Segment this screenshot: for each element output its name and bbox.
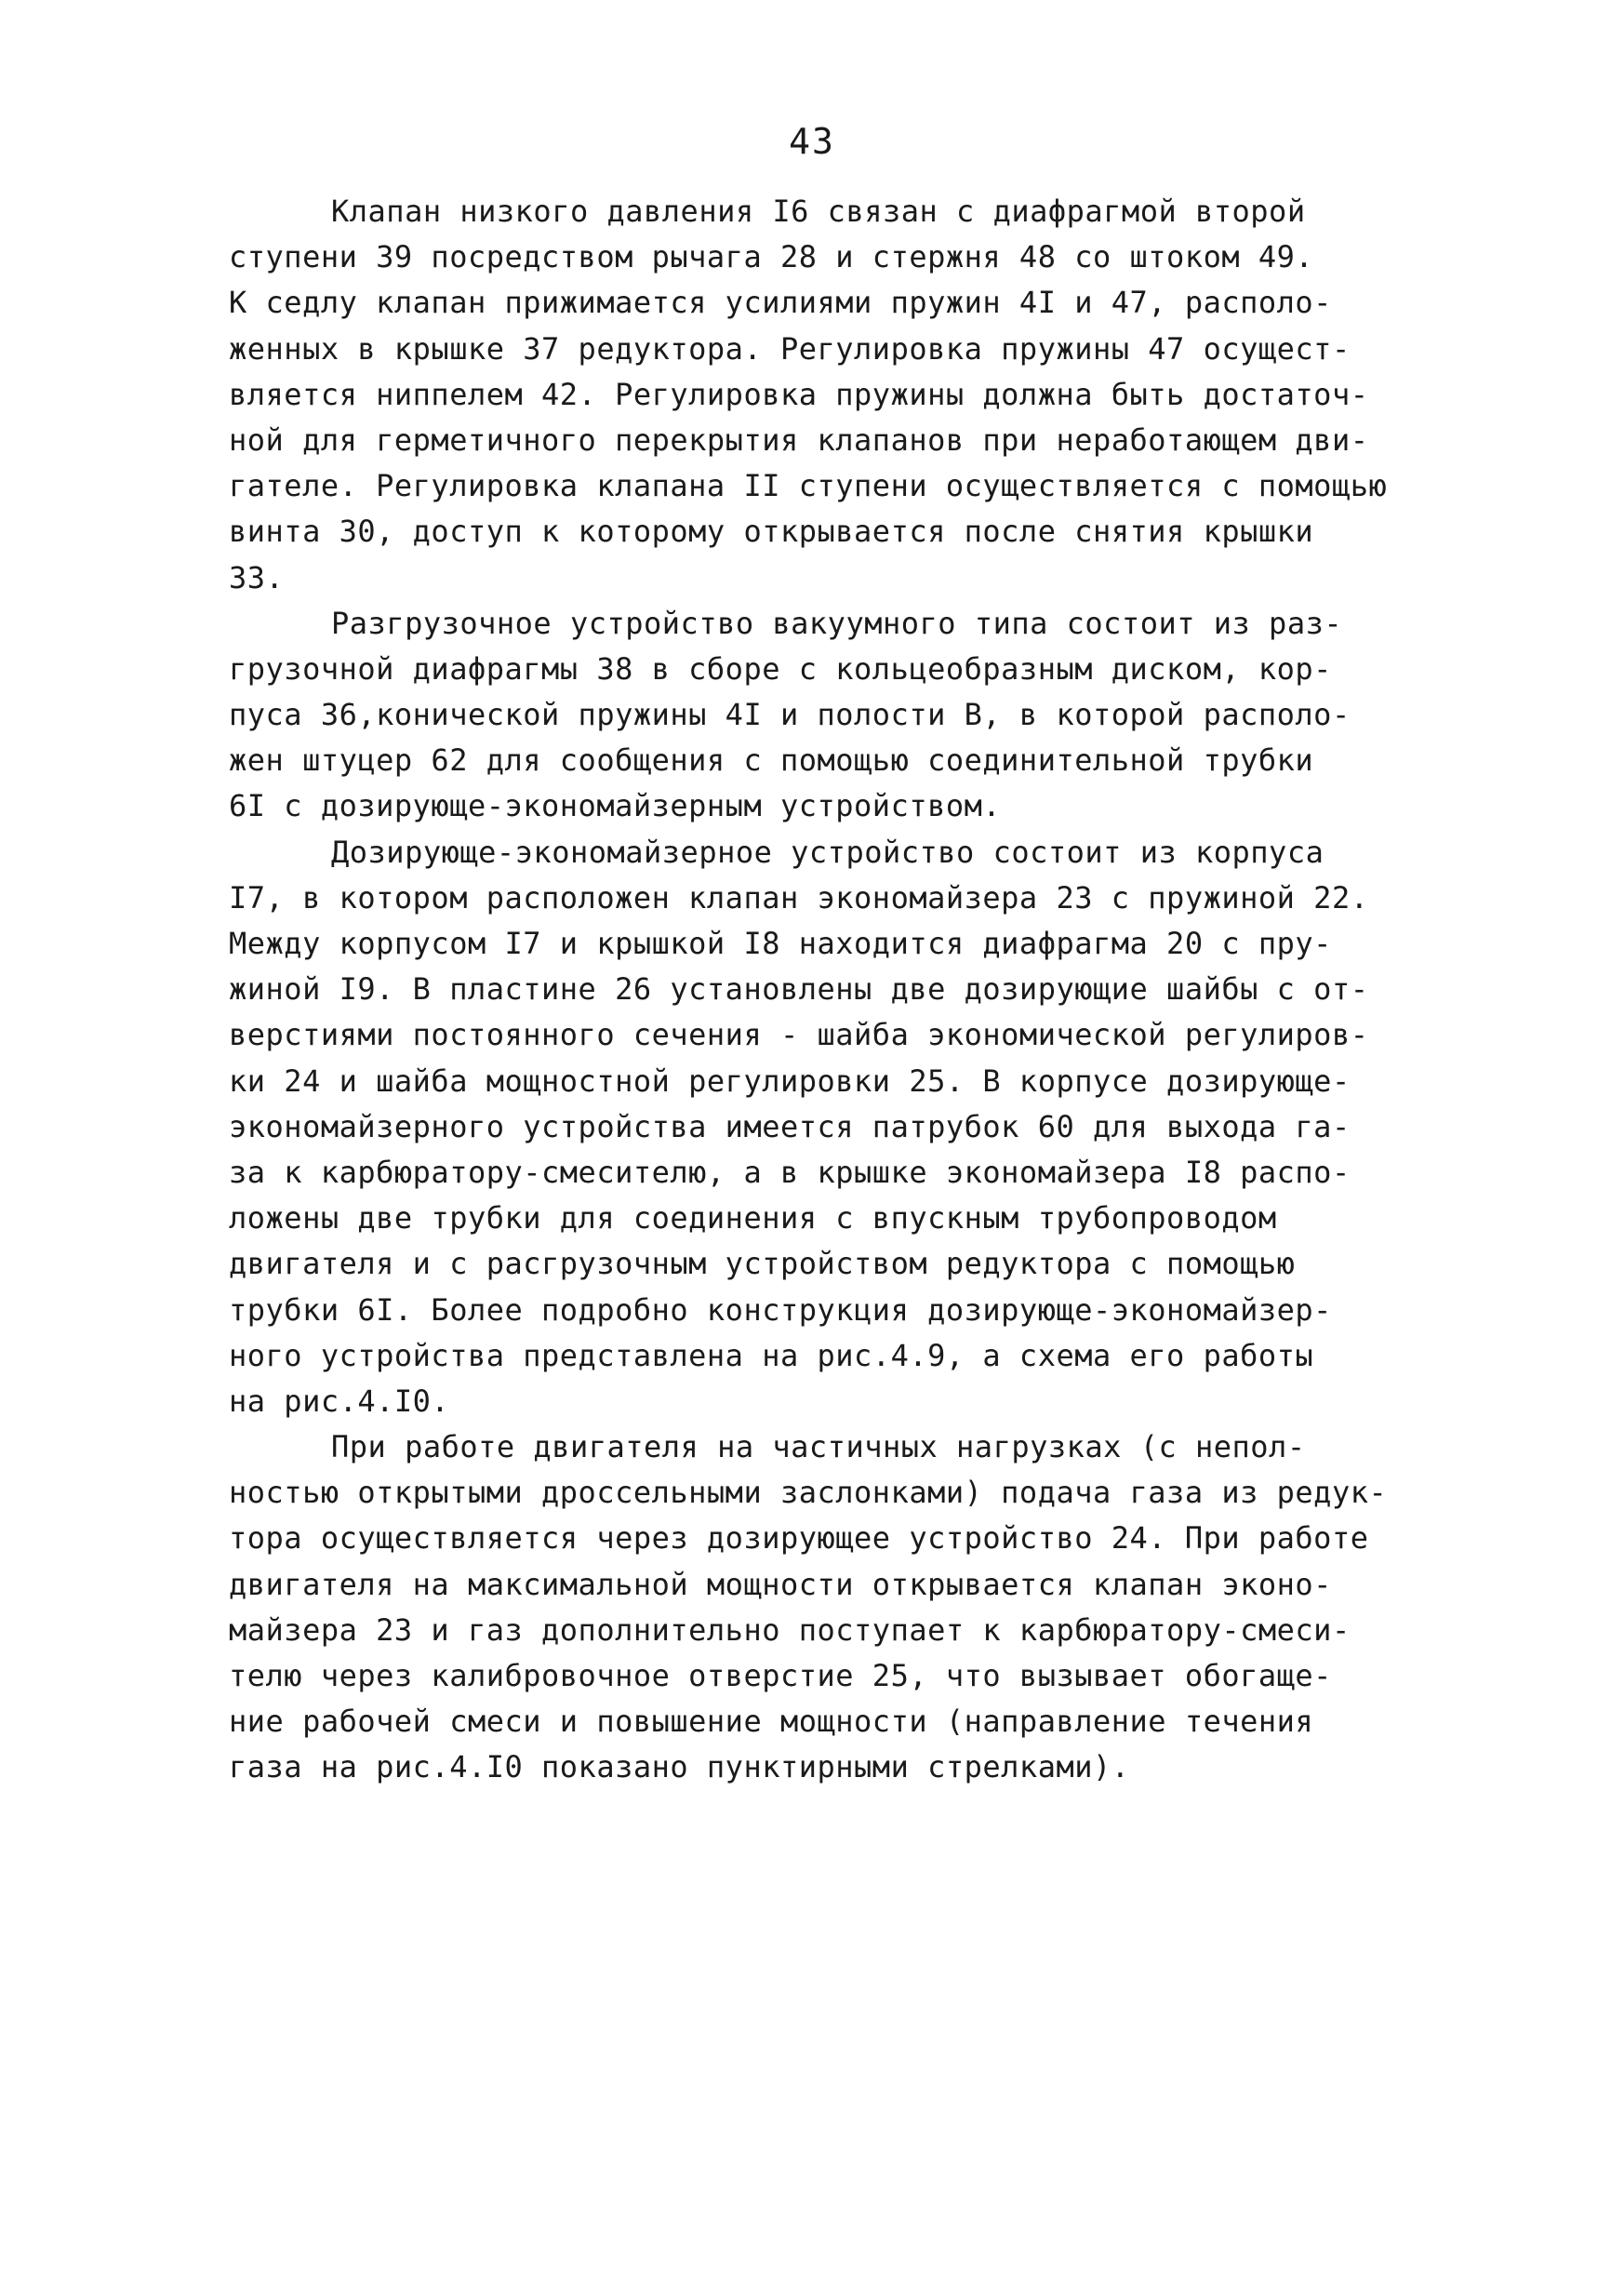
text-line: I7, в котором расположен клапан экономайзера 23 с пружиной 22.	[229, 879, 1369, 915]
text-line: Клапан низкого давления I6 связан с диафрагмой второй	[331, 194, 1306, 229]
text-line: ние рабочей смеси и повышение мощности (направление течения	[229, 1704, 1314, 1740]
text-line: Между корпусом I7 и крышкой I8 находится диафрагма 20 с пру-	[229, 926, 1332, 961]
text-line: двигателя на максимальной мощности открывается клапан эконо-	[229, 1566, 1332, 1602]
text-line: При работе двигателя на частичных нагрузках (с непол-	[331, 1429, 1306, 1465]
text-line: ложены две трубки для соединения с впускным трубопроводом	[229, 1200, 1277, 1236]
paragraph-4	[229, 1424, 1447, 1791]
text-line: жиной I9. В пластине 26 установлены две дозирующие шайбы с от-	[229, 971, 1369, 1008]
text-line: Дозирующе-экономайзерное устройство состоит из корпуса	[331, 834, 1324, 870]
text-line: газа на рис.4.I0 показано пунктирными стрелками).	[229, 1749, 1130, 1785]
text-line: вляется ниппелем 42. Регулировка пружины должна быть достаточ-	[229, 376, 1369, 412]
text-line: тора осуществляется через дозирующее устройство 24. При работе	[229, 1520, 1369, 1557]
text-line: телю через калибровочное отверстие 25, что вызывает обогаще-	[229, 1658, 1332, 1693]
text-line: К седлу клапан прижимается усилиями пружин 4I и 47, располо-	[229, 285, 1332, 321]
paragraph-1	[229, 189, 1447, 601]
body-text	[229, 189, 1447, 1791]
text-line: пуса 36,конической пружины 4I и полости В, в которой располо-	[229, 697, 1351, 733]
text-line: грузочной диафрагмы 38 в сборе с кольцеобразным диском, кор-	[229, 650, 1332, 687]
text-line: ностью открытыми дроссельными заслонками) подача газа из редук-	[229, 1475, 1388, 1511]
text-line: Разгрузочное устройство вакуумного типа состоит из раз-	[331, 605, 1343, 641]
text-line: ной для герметичного перекрытия клапанов при неработающем дви-	[229, 421, 1369, 458]
text-line: 6I с дозирующе-экономайзерным устройством.	[229, 788, 1002, 824]
text-line: майзера 23 и газ дополнительно поступает к карбюратору-смеси-	[229, 1611, 1351, 1648]
text-line: трубки 6I. Более подробно конструкция дозирующе-экономайзер-	[229, 1291, 1332, 1328]
text-line: женных в крышке 37 редуктора. Регулировка пружины 47 осущест-	[229, 330, 1351, 367]
text-line: ступени 39 посредством рычага 28 и стержня 48 со штоком 49.	[229, 239, 1314, 275]
text-line: винта 30, доступ к которому открывается после снятия крышки	[229, 514, 1314, 550]
text-line: за к карбюратору-смесителю, а в крышке экономайзера I8 распо-	[229, 1154, 1351, 1190]
page-number: 43	[789, 121, 835, 162]
paragraph-3	[229, 830, 1447, 1424]
text-line: 33.	[229, 559, 285, 595]
text-line: экономайзерного устройства имеется патрубок 60 для выхода га-	[229, 1108, 1351, 1144]
text-line: верстиями постоянного сечения - шайба экономической регулиров-	[229, 1017, 1369, 1053]
text-line: жен штуцер 62 для сообщения с помощью соединительной трубки	[229, 742, 1314, 779]
text-line: двигателя и с расгрузочным устройством редуктора с помощью	[229, 1246, 1296, 1282]
text-line: гателе. Регулировка клапана II ступени осуществляется с помощью	[229, 468, 1388, 504]
text-line: на рис.4.I0.	[229, 1383, 450, 1419]
text-line: ки 24 и шайба мощностной регулировки 25. В корпусе дозирующе-	[229, 1062, 1351, 1099]
text-line: ного устройства представлена на рис.4.9, а схема его работы	[229, 1337, 1314, 1373]
paragraph-2	[229, 601, 1447, 830]
